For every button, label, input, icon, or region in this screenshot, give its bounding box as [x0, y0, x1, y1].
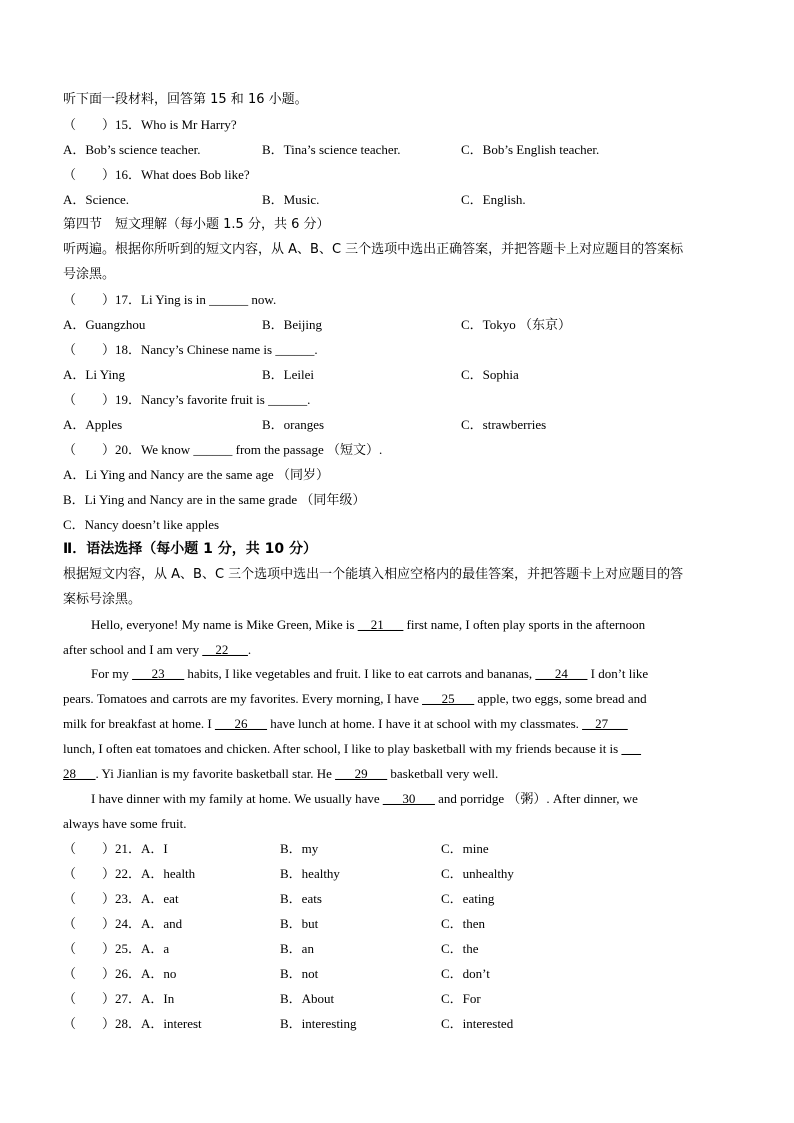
- q18-option-a: A．Li Ying: [63, 367, 125, 382]
- gq-23-option-c: C．eating: [441, 891, 495, 906]
- gq-25-option-c: C．the: [441, 941, 479, 956]
- question-stem: 17．Li Ying is in ______ now.: [115, 292, 277, 307]
- answer-paren: （ ）: [63, 443, 116, 458]
- question-15: [63, 116, 237, 135]
- gq-21: （ ）21．A．I: [63, 841, 168, 857]
- blank-30: ___30___: [382, 791, 435, 806]
- gq-22: （ ）22．A．health: [63, 866, 196, 882]
- blank-27: __27___: [582, 716, 628, 731]
- q20-option-a: A．Li Ying and Nancy are the same age （同岁）: [63, 467, 329, 482]
- gq-22-option-b: B．healthy: [280, 866, 340, 881]
- blank-29: ___29___: [335, 766, 388, 781]
- part2-instructions-cont: 案标号涂黑。: [63, 592, 142, 607]
- question-16: [63, 166, 250, 185]
- question-stem: 18．Nancy’s Chinese name is ______.: [115, 342, 318, 357]
- answer-paren: （ ）: [63, 293, 116, 308]
- section4-instructions-cont: 号涂黑。: [63, 267, 116, 282]
- q15-option-c: C．Bob’s English teacher.: [461, 142, 600, 157]
- question-17: [63, 291, 276, 310]
- blank-28: 28___: [63, 766, 96, 781]
- section4-instructions: 听两遍。根据你所听到的短文内容，从 A、B、C 三个选项中选出正确答案，并把答题卡上对应题目的答案标: [63, 242, 684, 257]
- gq-27-option-b: B．About: [280, 991, 335, 1006]
- blank-24: ___24___: [535, 666, 588, 681]
- passage-paragraph-2-line-3: milk for breakfast at home. I ___26___ have lunch at home. I have it at school with my classmates. __27___: [63, 716, 628, 731]
- blank-22: __22___: [202, 642, 248, 657]
- gq-22-option-c: C．unhealthy: [441, 866, 514, 881]
- passage-paragraph-1-line-1: Hello, everyone! My name is Mike Green, Mike is __21___ first name, I often play sports in the afternoon: [91, 617, 646, 632]
- q16-option-b: B．Music.: [262, 192, 320, 207]
- passage-paragraph-2-line-1: For my ___23___ habits, I like vegetables and fruit. I like to eat carrots and bananas, ___24___ I don’t like: [91, 666, 649, 681]
- q19-option-c: C．strawberries: [461, 417, 547, 432]
- passage-paragraph-3-line-1: I have dinner with my family at home. We usually have ___30___ and porridge （粥）. After dinner, we: [91, 791, 638, 806]
- blank-23: ___23___: [132, 666, 185, 681]
- q16-option-a: A．Science.: [63, 192, 130, 207]
- q15-option-a: A．Bob’s science teacher.: [63, 142, 201, 157]
- question-stem: 16．What does Bob like?: [115, 167, 250, 182]
- question-stem: 20．We know ______ from the passage （短文）.: [115, 442, 383, 457]
- gq-28-option-b: B．interesting: [280, 1016, 357, 1031]
- blank-26: ___26___: [214, 716, 267, 731]
- gq-24: （ ）24．A．and: [63, 916, 183, 932]
- gq-26: （ ）26．A．no: [63, 966, 177, 982]
- gq-27-option-c: C．For: [441, 991, 481, 1006]
- q16-option-c: C．English.: [461, 192, 526, 207]
- q19-option-a: A．Apples: [63, 417, 123, 432]
- part2-title: Ⅱ．语法选择（每小题 1 分，共 10 分）: [63, 541, 317, 557]
- blank-25: ___25___: [422, 691, 475, 706]
- gq-24-option-c: C．then: [441, 916, 486, 931]
- section3-intro: 听下面一段材料，回答第 15 和 16 小题。: [63, 92, 308, 107]
- gq-27: （ ）27．A．In: [63, 991, 175, 1007]
- gq-24-option-b: B．but: [280, 916, 319, 931]
- question-20: [63, 441, 382, 460]
- passage-paragraph-3-line-2: always have some fruit.: [63, 816, 187, 831]
- gq-26-option-c: C．don’t: [441, 966, 490, 981]
- q18-option-c: C．Sophia: [461, 367, 519, 382]
- section4-title: 第四节 短文理解（每小题 1.5 分，共 6 分）: [63, 217, 330, 232]
- q20-option-c: C．Nancy doesn’t like apples: [63, 517, 220, 532]
- q17-option-c: C．Tokyo （东京）: [461, 317, 571, 332]
- gq-25-option-b: B．an: [280, 941, 314, 956]
- gq-28-option-c: C．interested: [441, 1016, 514, 1031]
- answer-paren: （ ）: [63, 393, 116, 408]
- gq-28: （ ）28．A．interest: [63, 1016, 202, 1032]
- part2-instructions: 根据短文内容，从 A、B、C 三个选项中选出一个能填入相应空格内的最佳答案，并把答题卡上对应题目的答: [63, 567, 684, 582]
- question-stem: 15．Who is Mr Harry?: [115, 117, 237, 132]
- gq-25: （ ）25．A．a: [63, 941, 170, 957]
- q18-option-b: B．Leilei: [262, 367, 314, 382]
- gq-23-option-b: B．eats: [280, 891, 322, 906]
- question-stem: 19．Nancy’s favorite fruit is ______.: [115, 392, 311, 407]
- gq-21-option-b: B．my: [280, 841, 319, 856]
- gq-23: （ ）23．A．eat: [63, 891, 179, 907]
- q19-option-b: B．oranges: [262, 417, 325, 432]
- answer-paren: （ ）: [63, 118, 116, 133]
- passage-paragraph-1-line-2: after school and I am very __22___.: [63, 642, 252, 657]
- answer-paren: （ ）: [63, 343, 116, 358]
- q15-option-b: B．Tina’s science teacher.: [262, 142, 401, 157]
- blank-28-start: ___: [621, 741, 641, 756]
- q17-option-a: A．Guangzhou: [63, 317, 146, 332]
- answer-paren: （ ）: [63, 168, 116, 183]
- gq-26-option-b: B．not: [280, 966, 319, 981]
- gq-21-option-c: C．mine: [441, 841, 489, 856]
- blank-21: __21___: [357, 617, 404, 632]
- passage-paragraph-2-line-5: 28___. Yi Jianlian is my favorite basketball star. He ___29___ basketball very well.: [63, 766, 499, 781]
- question-19: [63, 391, 310, 410]
- q20-option-b: B．Li Ying and Nancy are in the same grade （同年级）: [63, 492, 366, 507]
- passage-paragraph-2-line-2: pears. Tomatoes and carrots are my favorites. Every morning, I have ___25___ apple, two eggs, some bread and: [63, 691, 647, 706]
- passage-paragraph-2-line-4: lunch, I often eat tomatoes and chicken. After school, I like to play basketball with my friends because it is ___: [63, 741, 641, 756]
- q17-option-b: B．Beijing: [262, 317, 322, 332]
- question-18: [63, 341, 318, 360]
